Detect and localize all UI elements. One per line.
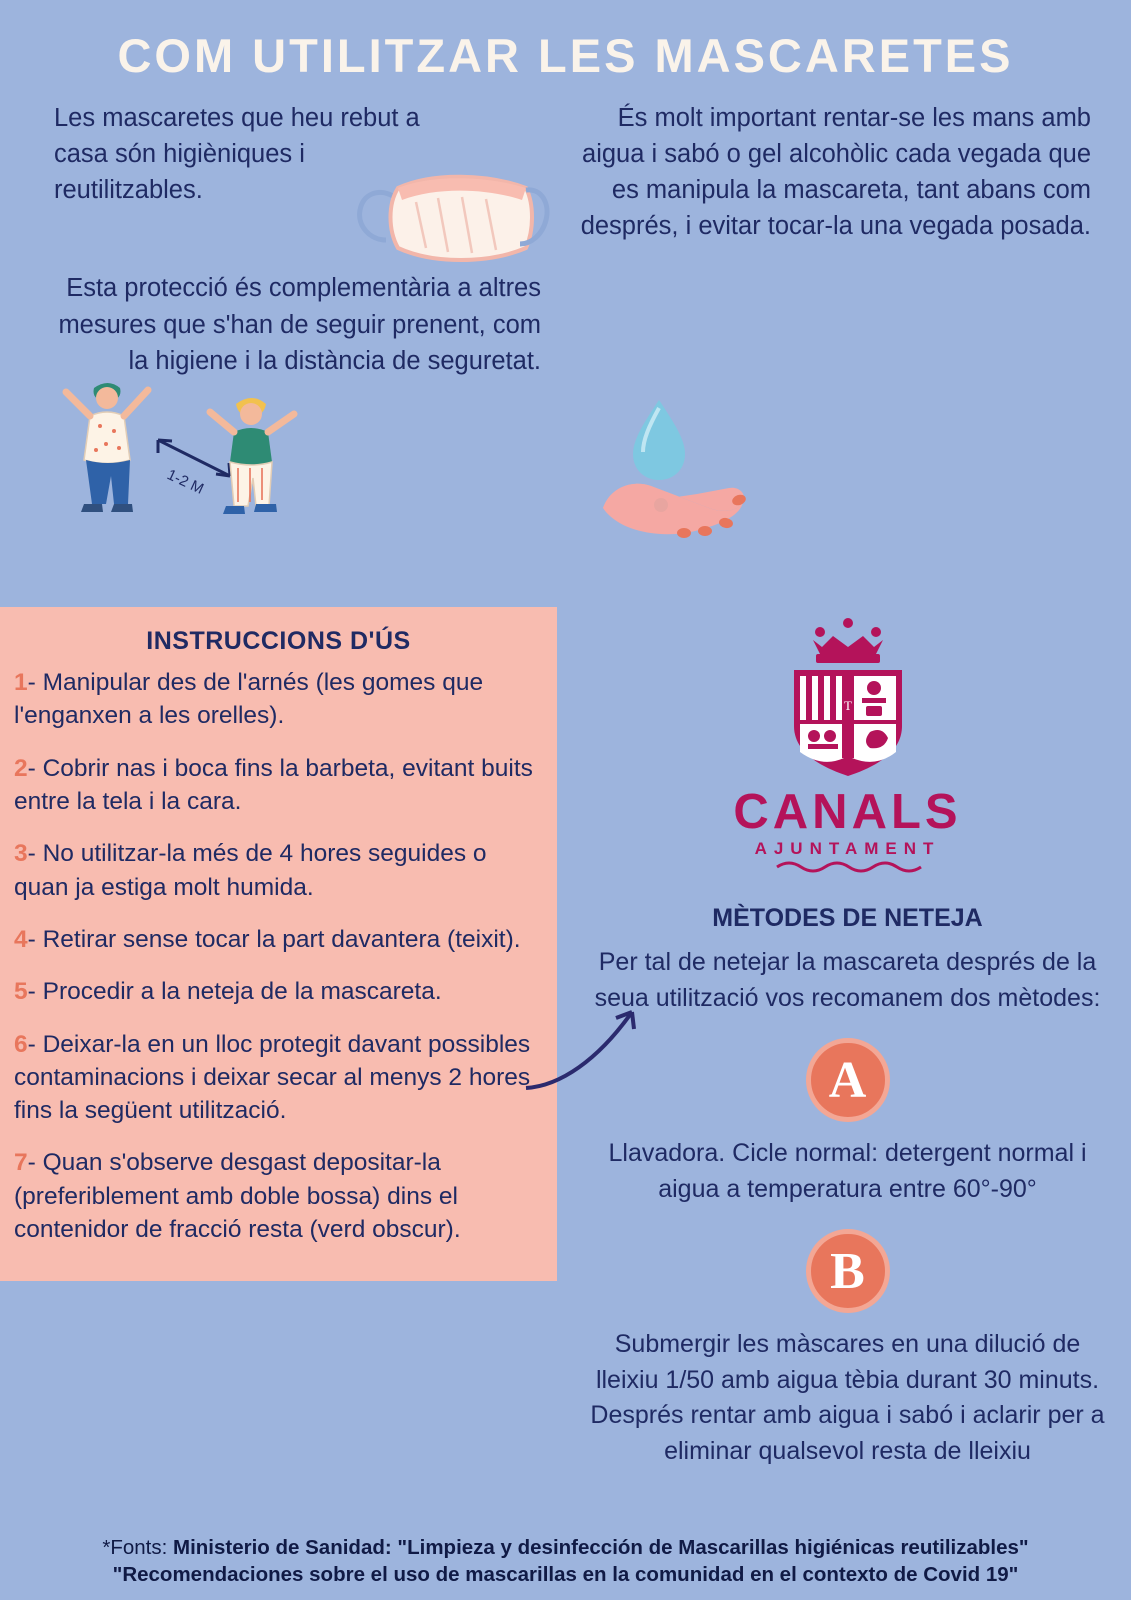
method-text-b: Submergir les màscares en una dilució de lleixiu 1/50 amb aigua tèbia durant 30 minuts. Després rentar amb aigua i sabó i aclarir per a eliminar qualsevol resta de lleixiu (590, 1330, 1105, 1465)
step-number: 4 (14, 925, 28, 953)
methods-intro: Per tal de netejar la mascareta després de la seua utilització vos recomanem dos mètodes: (594, 948, 1101, 1012)
hand-wash-icon (589, 390, 789, 545)
intro-paragraph-3: És molt important rentar-se les mans amb aigua i sabó o gel alcohòlic cada vegada que es manipula la mascareta, tant abans com després, i evitar tocar-la una vegada posada. (580, 103, 1091, 241)
logo-subtitle: AJUNTAMENT (754, 839, 941, 858)
right-column (571, 100, 1091, 379)
intro-paragraph-1: Les mascaretes que heu rebut a casa són higièniques i reutilitzables. (54, 103, 420, 205)
footer-line-1: Ministerio de Sanidad: "Limpieza y desinfección de Mascarillas higiénicas reutilizables" (173, 1535, 1029, 1559)
step-number: 3 (14, 840, 28, 868)
svg-text:1-2 M: 1-2 M (164, 465, 207, 498)
methods-column (575, 596, 1120, 1469)
step-text: - Manipular des de l'arnés (les gomes que l'enganxen a les orelles). (14, 669, 484, 730)
step-number: 6 (14, 1030, 28, 1058)
step-text: - No utilitzar-la més de 4 hores seguides o quan ja estiga molt humida. (14, 840, 487, 901)
canals-logo (575, 614, 1120, 878)
method-badge-b: B (806, 1229, 890, 1313)
instructions-heading: INSTRUCCIONS D'ÚS (146, 627, 411, 655)
method-text-a: Llavadora. Cicle normal: detergent normal i aigua a temperatura entre 60°-90° (608, 1139, 1087, 1203)
instruction-step (14, 975, 543, 1008)
instruction-step (14, 666, 543, 733)
step-number: 7 (14, 1149, 28, 1177)
instruction-step (14, 923, 543, 956)
svg-text:T: T (843, 698, 852, 713)
social-distance-icon (54, 368, 334, 538)
page-title: COM UTILITZAR LES MASCARETES (117, 29, 1014, 82)
top-section (0, 88, 1131, 498)
wave-divider-icon (773, 859, 923, 873)
coat-of-arms-icon (758, 614, 938, 779)
intro-paragraph-2: Esta protecció és complementària a altres mesures que s'han de seguir prenent, com la higiene i la distància de seguretat. (58, 274, 541, 375)
step-text: - Deixar-la en un lloc protegit davant possibles contaminacions i deixar secar al menys 2 hores fins la següent utilització. (14, 1030, 531, 1125)
step-number: 2 (14, 754, 28, 782)
step-number: 5 (14, 978, 28, 1006)
face-mask-icon (338, 144, 553, 284)
instructions-panel (0, 607, 557, 1281)
instruction-step (14, 837, 543, 904)
step-text: - Procedir a la neteja de la mascareta. (27, 978, 442, 1006)
instruction-step (14, 752, 543, 819)
step-text: - Cobrir nas i boca fins la barbeta, evitant buits entre la tela i la cara. (14, 754, 533, 815)
left-column (26, 100, 571, 498)
step-text: - Retirar sense tocar la part davantera (teixit). (27, 925, 521, 953)
instruction-step (14, 1146, 543, 1246)
method-badge-a: A (806, 1038, 890, 1122)
footer-line-2: "Recomendaciones sobre el uso de mascarillas en la comunidad en el contexto de Covid 19" (112, 1562, 1019, 1586)
logo-name: CANALS (733, 785, 962, 839)
methods-heading: MÈTODES DE NETEJA (712, 904, 983, 932)
footer-lead: *Fonts: (102, 1535, 168, 1559)
footer-sources (0, 1526, 1131, 1600)
step-number: 1 (14, 669, 28, 696)
instruction-step (14, 1028, 543, 1128)
step-text: - Quan s'observe desgast depositar-la (preferiblement amb doble bossa) dins el contenidor de fracció resta (verd obscur). (14, 1149, 461, 1244)
